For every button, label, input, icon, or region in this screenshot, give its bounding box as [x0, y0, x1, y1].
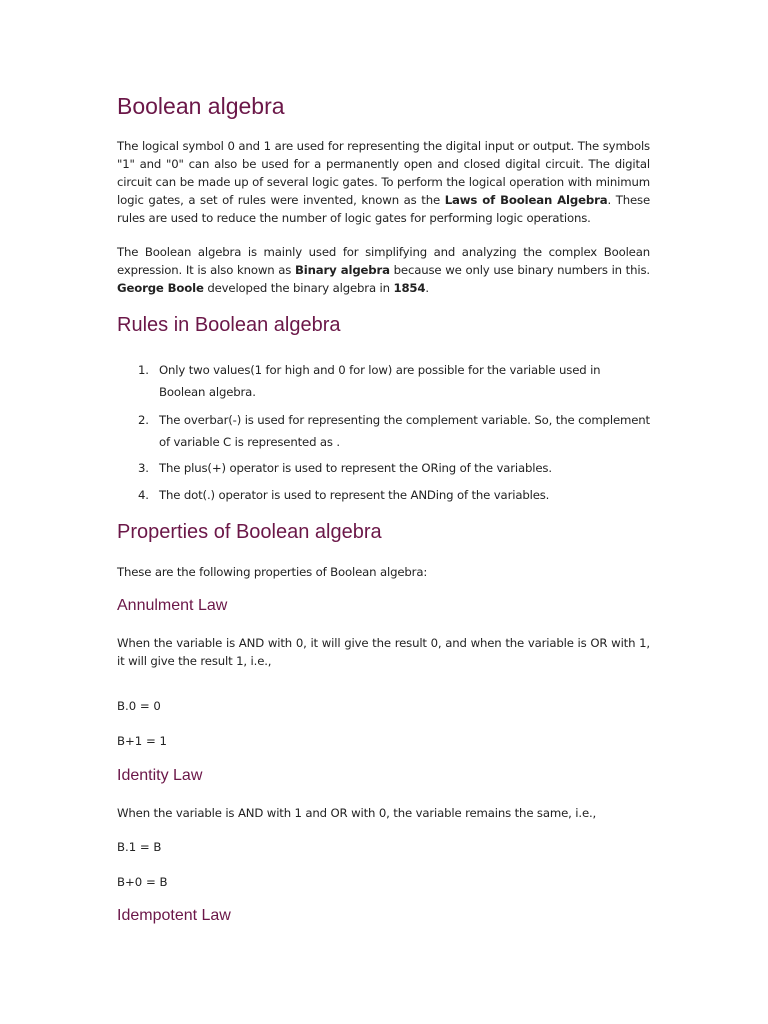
intro-paragraph-2: [117, 243, 650, 297]
intro2-bold-george-boole: George Boole: [117, 281, 204, 295]
annulment-equation-2: B+1 = 1: [117, 734, 167, 748]
properties-heading: Properties of Boolean algebra: [117, 521, 382, 543]
rule-text: The plus(+) operator is used to represent the ORing of the variables.: [159, 461, 552, 475]
rule-text: The dot(.) operator is used to represent the ANDing of the variables.: [159, 488, 550, 502]
rule-number: 1.: [138, 363, 149, 377]
intro2-part4: .: [425, 281, 429, 295]
rule-number: 2.: [138, 413, 149, 427]
annulment-law-text: When the variable is AND with 0, it will give the result 0, and when the variable is OR with 1, it will give the result 1, i.e.,: [117, 636, 650, 668]
rules-heading: Rules in Boolean algebra: [117, 314, 341, 336]
properties-intro: These are the following properties of Boolean algebra:: [117, 565, 428, 579]
intro2-bold-year: 1854: [393, 281, 426, 295]
intro2-bold-binary-algebra: Binary algebra: [295, 263, 390, 277]
rule-number: 3.: [138, 461, 149, 475]
intro2-part1: The Boolean algebra is mainly used for simplifying and analyzing the complex Boolean expression. It is also known as: [117, 245, 650, 277]
idempotent-law-heading: Idempotent Law: [117, 907, 231, 924]
rule-number: 4.: [138, 488, 149, 502]
identity-equation-2: B+0 = B: [117, 875, 168, 889]
identity-equation-1: B.1 = B: [117, 840, 162, 854]
intro1-text-before: The logical symbol 0 and 1 are used for representing the digital input or output. The symbols "1" and "0" can also be used for a permanently open and closed digital circuit. The digital circuit can be made up of several logic gates. To perform the logical operation with minimum logic gates, a set of rules were invented, known as the: [117, 139, 650, 207]
intro2-part2: because we only use binary numbers in this.: [389, 263, 650, 277]
rule-text: Only two values(1 for high and 0 for low) are possible for the variable used in Boolean algebra.: [159, 363, 601, 399]
identity-law-heading: Identity Law: [117, 767, 203, 784]
rule-text: The overbar(-) is used for representing the complement variable. So, the complement of variable C is represented as .: [159, 413, 650, 449]
identity-law-text: When the variable is AND with 1 and OR with 0, the variable remains the same, i.e.,: [117, 806, 597, 820]
annulment-law-heading: Annulment Law: [117, 597, 228, 614]
intro1-text-after: . These rules are used to reduce the number of logic gates for performing logic operations.: [117, 193, 650, 225]
intro1-bold-laws: Laws of Boolean Algebra: [444, 193, 608, 207]
intro2-part3: developed the binary algebra in: [203, 281, 394, 295]
intro-paragraph-1: [117, 137, 650, 227]
page-title: Boolean algebra: [117, 93, 285, 119]
annulment-equation-1: B.0 = 0: [117, 699, 161, 713]
